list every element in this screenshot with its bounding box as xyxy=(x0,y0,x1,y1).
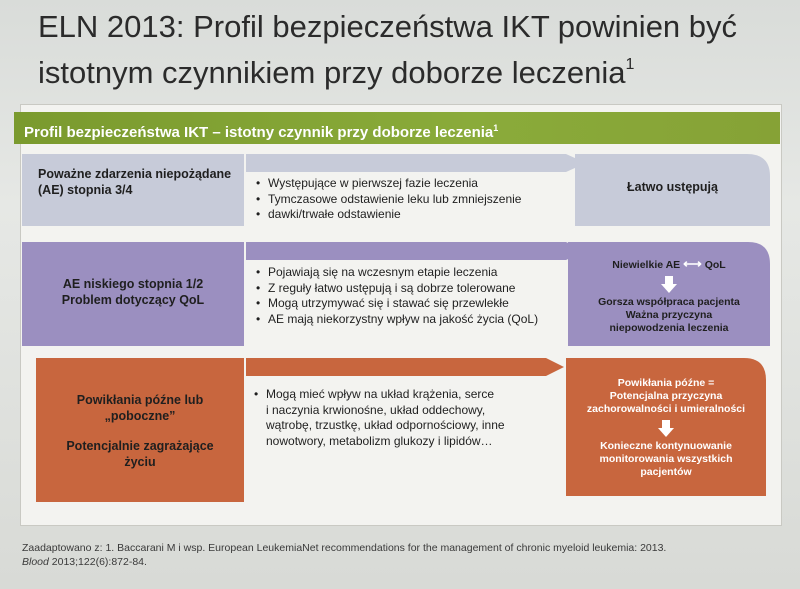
list-item: i naczynia krwionośne, układ oddechowy, xyxy=(266,402,486,417)
list-item: • Występujące w pierwszej fazie leczenia xyxy=(254,176,574,192)
list-item: wątrobę, trzustkę, układ odpornościowy, inne xyxy=(266,418,505,432)
row-3-arrow xyxy=(246,358,564,376)
footer-reference: Zaadaptowano z: 1. Baccarani M i wsp. European LeukemiaNet recommendations for the management of chronic myeloid leukemia: 2013. Blood 2013;122(6):872-84. xyxy=(22,542,667,568)
row-1-arrow xyxy=(246,154,586,172)
list-item: • Pojawiają się na wczesnym etapie leczenia xyxy=(254,265,574,281)
row-2-outcome: Niewielkie AE ⟷ QoL Gorsza współpraca pacjenta Ważna przyczyna niepowodzenia leczenia xyxy=(568,257,770,335)
list-item: • AE mają niekorzystny wpływ na jakość życia (QoL) xyxy=(254,312,574,328)
row-1-outcome: Łatwo ustępują xyxy=(627,180,718,194)
row-1-label: Poważne zdarzenia niepożądane (AE) stopnia 3/4 xyxy=(22,154,244,226)
row-3-bullets xyxy=(266,387,566,449)
row-2-arrow xyxy=(246,242,586,260)
slide-title: ELN 2013: Profil bezpieczeństwa IKT powinien być istotnym czynnikiem przy doborze leczenia$^1$ xyxy=(38,9,738,90)
row-2-label: AE niskiego stopnia 1/2 Problem dotyczący QoL xyxy=(22,242,244,346)
list-item: • dawki/trwałe odstawienie xyxy=(254,207,574,223)
ae-qol-relation: Niewielkie AE ⟷ QoL xyxy=(612,256,726,271)
down-arrow-icon xyxy=(658,428,674,437)
row-1-bullets xyxy=(254,176,574,223)
list-item: • Mogą mieć wpływ na układ krążenia, serce xyxy=(266,387,566,403)
list-item: • Mogą utrzymywać się i stawać się przewlekłe xyxy=(254,296,574,312)
row-3-label: Powikłania późne lub „poboczne” Potencjalnie zagrażające życiu xyxy=(36,358,244,502)
down-arrow-icon xyxy=(661,284,677,293)
row-2-bullets xyxy=(254,265,574,327)
list-item: • Tymczasowe odstawienie leku lub zmniejszenie xyxy=(254,192,574,208)
list-item: • Z reguły łatwo ustępują i są dobrze tolerowane xyxy=(254,281,574,297)
double-arrow-icon: ⟷ xyxy=(683,256,702,271)
row-3-outcome: Powikłania późne = Potencjalna przyczyna zachorowalności i umieralności Konieczne kontynuowanie monitorowania wszystkich pacjentów xyxy=(586,377,746,478)
table-banner: Profil bezpieczeństwa IKT – istotny czynnik przy doborze leczenia$^1$ xyxy=(14,112,780,144)
list-item: nowotwory, metabolizm glukozy i lipidów… xyxy=(266,433,493,448)
